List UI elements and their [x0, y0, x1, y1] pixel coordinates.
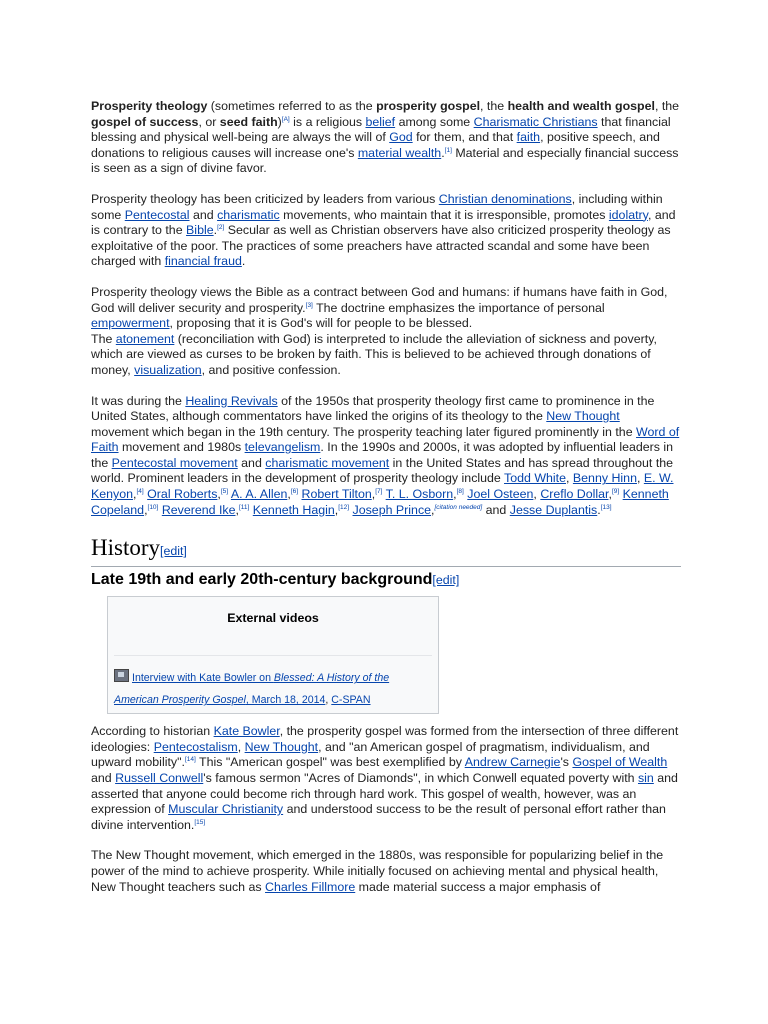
bold-term: seed faith — [219, 114, 278, 129]
text: The New Thought movement, which emerged in the 1880s, was responsible for popularizing belief in the power of the mind to achieve prosperity. While initially focused on achieving mental and physical health, New Thought teachers such as — [91, 848, 664, 894]
footnote-ref[interactable]: [5] — [220, 488, 229, 496]
text: 's famous sermon "Acres of Diamonds", in which Conwell equated poverty with — [203, 771, 638, 786]
link-kenneth-hagin[interactable]: Kenneth Hagin — [252, 502, 335, 517]
footnote-ref[interactable]: [4] — [136, 488, 144, 496]
text: for them, and that — [412, 130, 517, 145]
link-charles-fillmore[interactable]: Charles Fillmore — [265, 879, 356, 894]
footnote-ref[interactable]: [6] — [290, 488, 299, 496]
link-word-of-faith[interactable]: Word of Faith — [91, 424, 680, 455]
heading-late-19th-century — [91, 570, 681, 590]
text: , March 18, 2014 — [245, 694, 326, 707]
link-ew-kenyon[interactable]: E. W. Kenyon — [91, 471, 674, 502]
text: and understood success to be the result of personal effort rather than divine intervention. — [91, 802, 666, 832]
text: , and "an American gospel of pragmatism, individualism, and upward mobility". — [91, 739, 650, 770]
footnote-ref[interactable]: [A] — [281, 115, 290, 123]
text: , — [566, 471, 573, 486]
text: , — [235, 502, 239, 517]
film-icon — [114, 669, 129, 682]
heading-history — [91, 533, 681, 567]
text: movement and 1980s — [118, 440, 245, 455]
link-pentecostalism[interactable]: Pentecostalism — [153, 739, 238, 754]
link-televangelism[interactable]: televangelism — [244, 440, 321, 455]
link-healing-revivals[interactable]: Healing Revivals — [185, 393, 278, 408]
footnote-ref[interactable]: [3] — [305, 301, 313, 309]
text: , — [608, 487, 612, 502]
citation-needed-ref[interactable]: [citation needed] — [434, 503, 483, 511]
heading-text: History — [91, 535, 160, 561]
link-russell-conwell[interactable]: Russell Conwell — [115, 771, 204, 786]
text: (sometimes referred to as the — [207, 99, 377, 113]
video-entry — [114, 667, 432, 711]
link-new-thought[interactable]: New Thought — [546, 409, 620, 424]
link-bible[interactable]: Bible — [186, 223, 214, 238]
text: , — [217, 487, 221, 502]
text: According to historian — [91, 724, 214, 739]
link-financial-fraud[interactable]: financial fraud — [164, 254, 242, 269]
link-joseph-prince[interactable]: Joseph Prince — [352, 502, 432, 517]
link-benny-hinn[interactable]: Benny Hinn — [572, 471, 637, 486]
footnote-ref[interactable]: [10] — [147, 503, 159, 511]
footnote-ref[interactable]: [14] — [184, 756, 196, 764]
link-kenneth-copeland[interactable]: Kenneth Copeland — [91, 487, 669, 517]
text: , — [133, 487, 137, 502]
bold-term: prosperity gospel — [376, 99, 481, 113]
link-charismatic[interactable]: charismatic — [217, 207, 280, 222]
link-jesse-duplantis[interactable]: Jesse Duplantis — [509, 502, 598, 517]
bold-term: Prosperity theology — [91, 99, 208, 113]
link-reverend-ike[interactable]: Reverend Ike — [161, 502, 236, 517]
bold-term: gospel of success — [91, 114, 199, 129]
new-thought-paragraph — [91, 848, 681, 895]
link-new-thought[interactable]: New Thought — [244, 739, 319, 754]
text: Prosperity theology has been criticized by leaders from various — [91, 191, 439, 206]
text: , — [325, 694, 332, 707]
text: . — [213, 223, 218, 238]
text: The — [91, 331, 116, 346]
link-idolatry[interactable]: idolatry — [608, 207, 648, 222]
text: . In the 1990s and 2000s, it was adopted by influential leaders in the — [91, 440, 674, 470]
link-creflo-dollar[interactable]: Creflo Dollar — [540, 487, 609, 502]
footnote-ref[interactable]: [8] — [456, 488, 464, 496]
link-charismatic-movement[interactable]: charismatic movement — [265, 455, 390, 470]
contract-paragraph — [91, 285, 681, 379]
link-tl-osborn[interactable]: T. L. Osborn — [385, 487, 454, 502]
text: , — [453, 487, 457, 502]
text: , — [533, 487, 541, 502]
text: , including within some — [91, 191, 663, 222]
text: This "American gospel" was best exemplified by — [195, 755, 465, 770]
heading-text: Late 19th and early 20th-century background — [91, 571, 433, 589]
footnote-ref[interactable]: [9] — [611, 488, 620, 496]
link-c-span[interactable]: C-SPAN — [331, 694, 371, 707]
text: , — [144, 502, 148, 517]
link-empowerment[interactable]: empowerment — [91, 316, 170, 331]
divider — [114, 655, 432, 656]
text: , — [431, 502, 435, 517]
link-robert-tilton[interactable]: Robert Tilton — [301, 487, 372, 502]
link-charismatic-christians[interactable]: Charismatic Christians — [473, 114, 598, 129]
edit-link[interactable]: [edit] — [432, 573, 460, 588]
text: in the United States and has spread throughout the world. Prominent leaders in the development of prosperity theology include — [91, 455, 674, 486]
text: , — [237, 739, 245, 754]
text: made material success a major emphasis of — [355, 879, 601, 894]
link-faith[interactable]: faith — [516, 130, 541, 145]
footnote-ref[interactable]: [13] — [600, 503, 612, 511]
text: (reconciliation with God) is interpreted to include the alleviation of sickness and poverty, which are viewed as curses to be broken by faith. This is believed to be achieved through donations of money, — [91, 331, 657, 377]
bold-term: health and wealth gospel — [507, 99, 655, 113]
link-joel-osteen[interactable]: Joel Osteen — [467, 487, 534, 502]
link-christian-denominations[interactable]: Christian denominations — [438, 191, 572, 206]
external-videos-title: External videos — [227, 611, 319, 626]
bowler-paragraph — [91, 724, 681, 833]
footnote-ref[interactable]: [15] — [194, 818, 206, 826]
text: and — [237, 455, 266, 470]
text: Interview with Kate Bowler on — [132, 672, 274, 685]
intro-paragraph — [91, 99, 681, 177]
text: , proposing that it is God's will for people to be blessed. — [169, 316, 473, 331]
text: and — [91, 771, 116, 786]
link-aa-allen[interactable]: A. A. Allen — [230, 487, 288, 502]
link-visualization[interactable]: visualization — [134, 362, 202, 377]
text: . — [597, 502, 601, 517]
footnote-ref[interactable]: [7] — [375, 488, 383, 496]
article-body — [91, 99, 681, 910]
text: that financial blessing and physical well-being are always the will of — [91, 114, 671, 145]
text: , — [334, 502, 339, 517]
footnote-ref[interactable]: [1] — [444, 146, 452, 154]
text: , the prosperity gospel was formed from the intersection of three different ideologies: — [91, 724, 679, 754]
link-todd-white[interactable]: Todd White — [504, 471, 567, 486]
link-god[interactable]: God — [389, 130, 413, 145]
text: , and is contrary to the — [91, 207, 676, 238]
text: movements, who maintain that it is irresponsible, promotes — [279, 207, 609, 222]
footnote-ref[interactable]: [2] — [217, 224, 225, 232]
link-andrew-carnegie[interactable]: Andrew Carnegie — [464, 755, 561, 770]
text: , and positive confession. — [201, 362, 341, 377]
criticism-paragraph — [91, 192, 681, 270]
text: Prosperity theology views the Bible as a contract between God and humans: if humans have faith in God, God will deliver security and prosperity. — [91, 284, 668, 315]
link-atonement[interactable]: atonement — [115, 331, 175, 346]
footnote-ref[interactable]: [12] — [338, 503, 350, 511]
text: , — [287, 487, 291, 502]
link-sin[interactable]: sin — [637, 771, 654, 786]
text: , or — [198, 114, 220, 129]
link-pentecostal-movement[interactable]: Pentecostal movement — [111, 455, 238, 470]
text: . — [441, 145, 445, 160]
text: is a religious — [289, 114, 366, 129]
text: among some — [395, 114, 474, 129]
origins-paragraph — [91, 394, 681, 519]
link-gospel-of-wealth[interactable]: Gospel of Wealth — [572, 755, 668, 770]
text: 's — [560, 755, 573, 770]
link-oral-roberts[interactable]: Oral Roberts — [147, 487, 218, 502]
text: Secular as well as Christian observers have also criticized prosperity theology as exploitative of the poor. The practices of some preachers have attracted scandal and some have been charged with — [91, 223, 671, 269]
external-videos-box — [107, 596, 439, 714]
link-belief[interactable]: belief — [365, 114, 396, 129]
text: and — [482, 502, 510, 517]
text: The doctrine emphasizes the importance of personal — [312, 300, 605, 315]
link-kate-bowler[interactable]: Kate Bowler — [213, 724, 280, 739]
text: It was during the — [91, 393, 186, 408]
text: and asserted that anyone could become rich through hard work. This gospel of wealth, however, was an expression of — [91, 771, 678, 817]
text: , the — [654, 99, 680, 113]
video-title: Blessed: A History of the American Prosperity Gospel — [114, 672, 390, 707]
text: , — [636, 471, 644, 486]
text: ) — [277, 114, 282, 129]
edit-link[interactable]: [edit] — [160, 544, 187, 559]
text: , the — [480, 99, 508, 113]
link-muscular-christianity[interactable]: Muscular Christianity — [168, 802, 284, 817]
link-material-wealth[interactable]: material wealth — [357, 145, 442, 160]
text: Material and especially financial success is seen as a sign of divine favor. — [91, 145, 679, 176]
footnote-ref[interactable]: [11] — [238, 503, 250, 511]
text: , — [371, 487, 376, 502]
text: movement which began in the 19th century. The prosperity teaching later figured prominently in the — [91, 424, 637, 439]
text: of the 1950s that prosperity theology first came to prominence in the United States, although commentators have linked the origins of its theology to the — [91, 393, 655, 424]
text: , positive speech, and donations to religious causes will increase one's — [91, 130, 660, 160]
link-pentecostal[interactable]: Pentecostal — [124, 207, 190, 222]
text: and — [189, 207, 218, 222]
text: . — [241, 254, 246, 269]
